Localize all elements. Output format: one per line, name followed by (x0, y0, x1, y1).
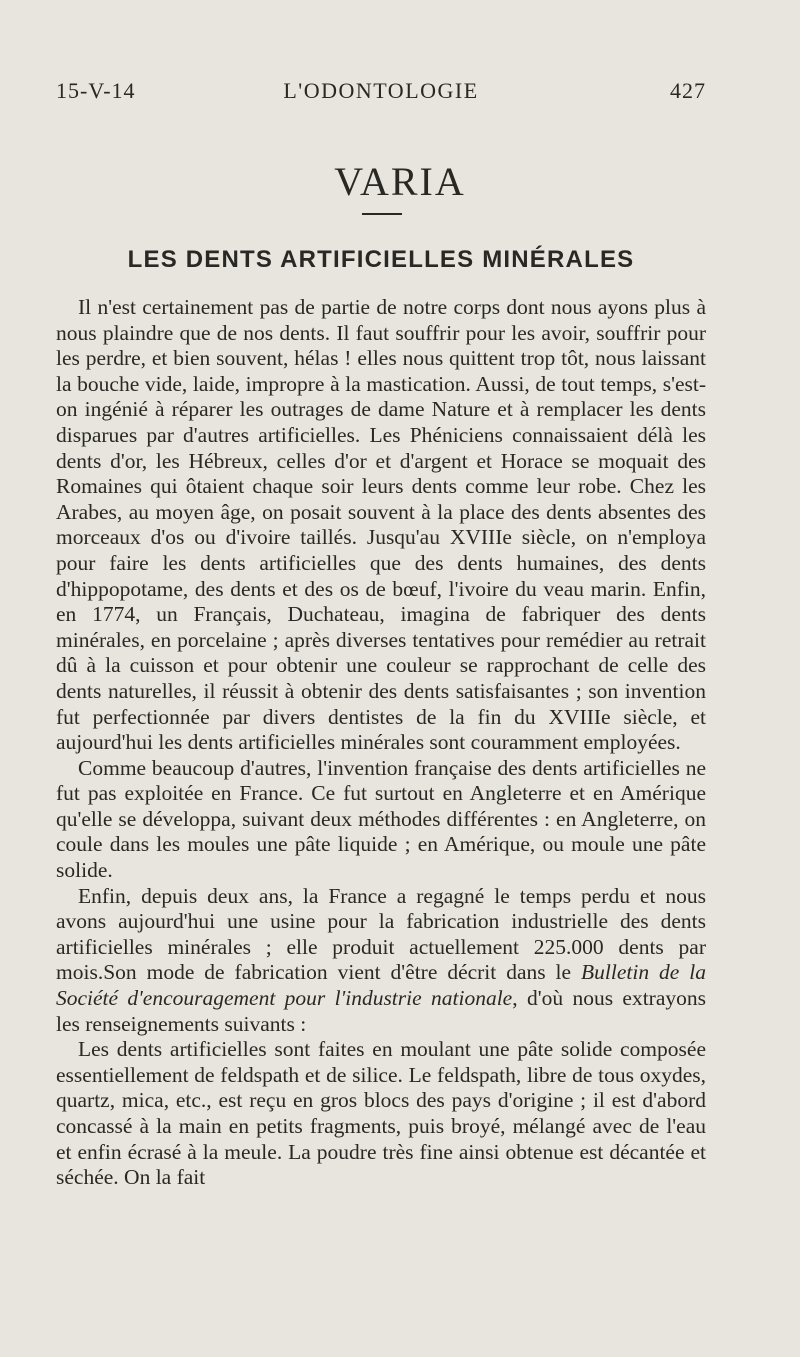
paragraph-text: , d'où nous extrayons les renseignements suivants : (56, 986, 707, 1036)
paragraph: Comme beaucoup d'autres, l'invention française des dents artificielles ne fut pas exploitée en France. Ce fut surtout en Angleterre et en Amérique qu'elle se développa, suivant deux méthodes différentes : en Angleterre, on coule dans les moules une pâte liquide ; en Amérique, ou moule une pâte solide. (56, 755, 706, 883)
publication-title: Bulletin de la Société d'encouragement pour l'industrie nationale (56, 960, 706, 1011)
paragraph: Il n'est certainement pas de partie de notre corps dont nous ayons plus à nous plaindre que de nos dents. Il faut souffrir pour les avoir, souffrir pour les perdre, et bien souvent, hélas ! elles nous quittent trop tôt, nous laissant la bouche vide, laide, impropre à la mastication. Aussi, de tout temps, s'est-on ingénié à réparer les outrages de dame Nature et à remplacer les dents disparues par d'autres artificielles. Les Phéniciens connaissaient délà les dents d'or, les Hébreux, celles d'or et d'argent et Horace se moquait des Romaines qui ôtaient chaque soir leurs dents comme leur robe. Chez les Arabes, au moyen âge, on posait souvent à la place des dents absentes des morceaux d'os ou d'ivoire taillés. Jusqu'au XVIIIe siècle, on n'employa pour faire les dents artificielles que des dents humaines, des dents d'hippopotame, des dents et des os de bœuf, l'ivoire du veau marin. Enfin, en 1774, un Français, Duchateau, imagina de fabriquer des dents minérales, en porcelaine ; après diverses tentatives pour remédier au retrait dû à la cuisson et pour obtenir une couleur se rapprochant de celle des dents naturelles, il réussit à obtenir des dents satisfaisantes ; son invention fut perfectionnée par divers dentistes de la fin du XVIIIe siècle, et aujourd'hui les dents artificielles minérales sont couramment employées. (56, 295, 706, 755)
paragraph: Les dents artificielles sont faites en moulant une pâte solide composée essentiellement de feldspath et de silice. Le feldspath, libre de tous oxydes, quartz, mica, etc., est reçu en gros blocs des pays d'origine ; il est d'abord concassé à la main en petits fragments, puis broyé, mélangé avec de l'eau et enfin écrasé à la meule. La poudre très fine ainsi obtenue est décantée et séchée. On la fait (56, 1037, 706, 1190)
article-title: LES DENTS ARTIFICIELLES MINÉRALES (127, 246, 635, 273)
section-title: VARIA (334, 159, 466, 204)
issue-date: 15-V-14 (56, 78, 136, 103)
paragraph (56, 884, 706, 1038)
title-divider (362, 213, 402, 215)
running-header (56, 78, 706, 114)
page-number: 427 (670, 78, 706, 103)
paragraph-text: Enfin, depuis deux ans, la France a regagné le temps perdu et nous avons aujourd'hui une usine pour la fabrication industrielle des dents artificielles minérales ; elle produit actuellement 225.000 dents par mois.Son mode de fabrication vient d'être décrit dans le (56, 883, 706, 985)
article-body (56, 295, 706, 1191)
journal-title: L'ODONTOLOGIE (283, 78, 479, 103)
